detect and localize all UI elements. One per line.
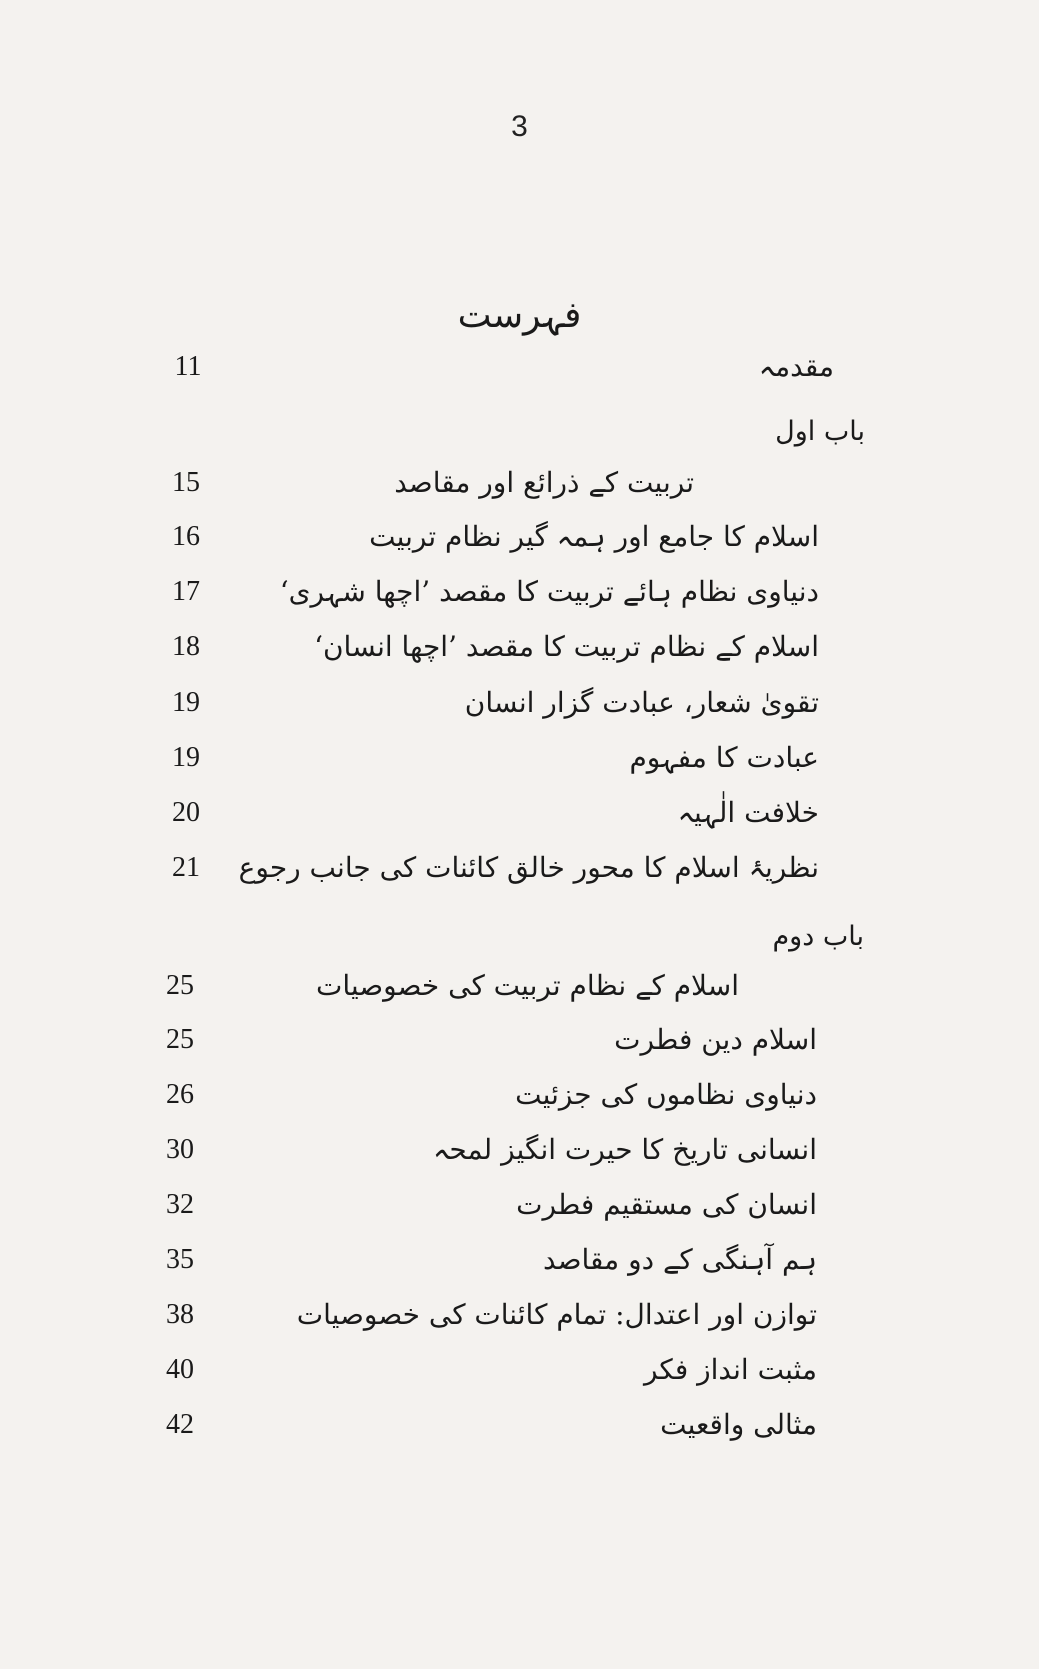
toc-entry-text: انسان کی مستقیم فطرت: [516, 1188, 817, 1221]
toc-page-number: 32: [166, 1189, 194, 1220]
toc-entry-text: توازن اور اعتدال: تمام کائنات کی خصوصیات: [296, 1298, 817, 1331]
toc-page-number: 30: [166, 1134, 194, 1165]
toc-row: [0, 1070, 1039, 1120]
toc-page-number: 18: [172, 631, 200, 662]
toc-page-number: 40: [166, 1354, 194, 1385]
toc-page-number: 19: [172, 742, 200, 773]
toc-page-number: 17: [172, 576, 200, 607]
chapter-heading: [0, 407, 1039, 457]
toc-entry-text: مقدمہ: [758, 350, 834, 383]
toc-entry-text: دنیاوی نظاموں کی جزئیت: [515, 1078, 817, 1111]
chapter-heading: [0, 912, 1039, 962]
toc-row: [0, 843, 1039, 893]
chapter-heading-text: باب اول: [775, 416, 865, 447]
toc-row: [0, 512, 1039, 562]
toc-page-number: 26: [166, 1079, 194, 1110]
toc-row: [0, 458, 1039, 508]
toc-entry-text: تقویٰ شعار، عبادت گزار انسان: [464, 686, 819, 719]
page-title: فہرست: [457, 295, 582, 336]
toc-row: [0, 1345, 1039, 1395]
toc-row: [0, 1290, 1039, 1340]
toc-row: [0, 1180, 1039, 1230]
toc-row: [0, 678, 1039, 728]
chapter-heading-text: باب دوم: [772, 921, 864, 952]
toc-entry-text: مثبت انداز فکر: [643, 1353, 817, 1386]
toc-entry-text: تربیت کے ذرائع اور مقاصد: [394, 466, 694, 499]
toc-entry-text: انسانی تاریخ کا حیرت انگیز لمحہ: [433, 1133, 817, 1166]
toc-page-number: 38: [166, 1299, 194, 1330]
toc-entry-text: اسلام کا جامع اور ہمہ گیر نظام تربیت: [369, 520, 819, 553]
toc-entry-text: اسلام کے نظام تربیت کا مقصد ’اچھا انسان‘: [314, 630, 819, 663]
toc-entry-text: دنیاوی نظام ہائے تربیت کا مقصد ’اچھا شہری‘: [279, 575, 819, 608]
toc-page-number: 15: [172, 467, 200, 498]
toc-row: [0, 961, 1039, 1011]
toc-page-number: 42: [166, 1409, 194, 1440]
toc-row: [0, 1235, 1039, 1285]
toc-page-number: 21: [172, 852, 200, 883]
page-number: 3: [511, 110, 528, 143]
toc-page-number: 20: [172, 797, 200, 828]
toc-row: [0, 1125, 1039, 1175]
toc-row: [0, 733, 1039, 783]
toc-row: [0, 1400, 1039, 1450]
toc-page-number: 25: [166, 1024, 194, 1055]
toc-entry-text: مثالی واقعیت: [660, 1408, 817, 1441]
toc-entry-text: عبادت کا مفہوم: [629, 741, 819, 774]
toc-page-number: 25: [166, 970, 194, 1001]
toc-entry-text: خلافت الٰہیہ: [677, 796, 819, 829]
toc-row: [0, 567, 1039, 617]
toc-entry-text: ہم آہنگی کے دو مقاصد: [543, 1243, 817, 1276]
toc-entry-text: اسلام کے نظام تربیت کی خصوصیات: [316, 969, 739, 1002]
toc-page-number: 35: [166, 1244, 194, 1275]
toc-entry-text: اسلام دین فطرت: [614, 1023, 817, 1056]
toc-row: [0, 1015, 1039, 1065]
toc-row: [0, 788, 1039, 838]
toc-page-number: 19: [172, 687, 200, 718]
toc-page-number: 11: [174, 351, 202, 382]
toc-page-number: 16: [172, 521, 200, 552]
toc-row: [0, 342, 1039, 392]
toc-row: [0, 622, 1039, 672]
toc-entry-text: نظریۂ اسلام کا محور خالق کائنات کی جانب رجوع: [238, 851, 819, 884]
